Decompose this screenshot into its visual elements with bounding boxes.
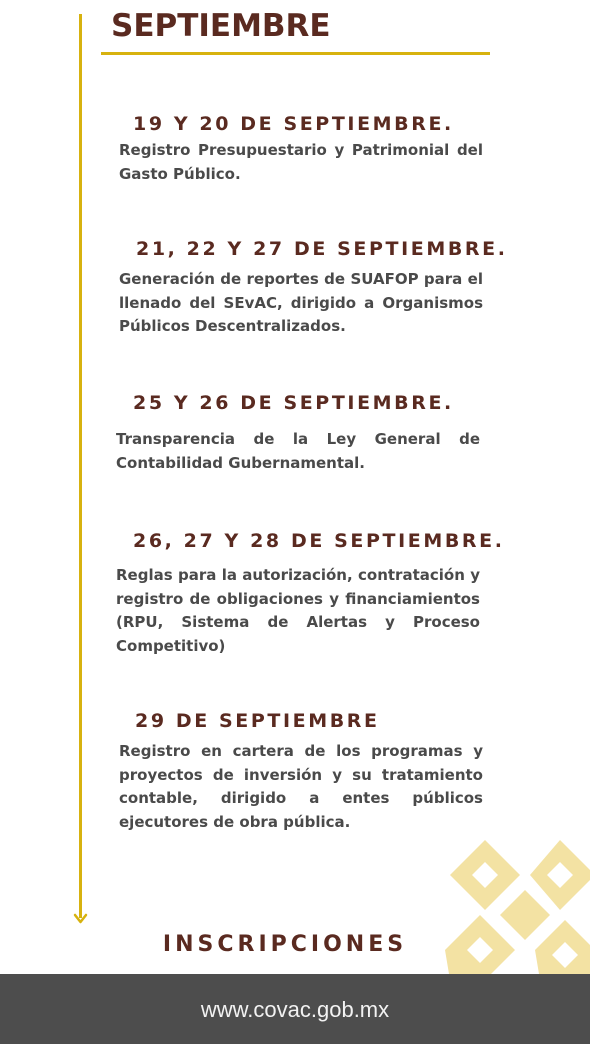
month-title: SEPTIEMBRE: [111, 8, 331, 44]
footer-bar: [0, 974, 590, 1044]
event-description: Transparencia de la Ley General de Contabilidad Gubernamental.: [116, 430, 480, 472]
registration-cta[interactable]: INSCRIPCIONES: [162, 932, 408, 957]
website-link[interactable]: www.covac.gob.mx: [200, 997, 390, 1022]
event-description: Reglas para la autorización, contratación y registro de obligaciones y financiamientos (RPU, Sistema de Alertas y Proceso Competitivo): [116, 566, 480, 655]
event-date: 26, 27 Y 28 DE SEPTIEMBRE.: [133, 530, 505, 552]
event-description: Registro en cartera de los programas y proyectos de inversión y su tratamiento contable, dirigido a entes públicos ejecutores de obra pública.: [119, 742, 483, 831]
event-description: Registro Presupuestario y Patrimonial del Gasto Público.: [119, 141, 483, 183]
event-date: 21, 22 Y 27 DE SEPTIEMBRE.: [136, 238, 508, 260]
event-description: Generación de reportes de SUAFOP para el llenado del SEvAC, dirigido a Organismos Públicos Descentralizados.: [119, 270, 483, 335]
title-underline: [101, 52, 490, 55]
event-date: 25 Y 26 DE SEPTIEMBRE.: [133, 392, 454, 414]
arrow-down-icon: [73, 912, 88, 926]
event-date: 19 Y 20 DE SEPTIEMBRE.: [133, 113, 454, 135]
event-date: 29 DE SEPTIEMBRE: [135, 710, 380, 732]
timeline-line: [79, 14, 82, 918]
